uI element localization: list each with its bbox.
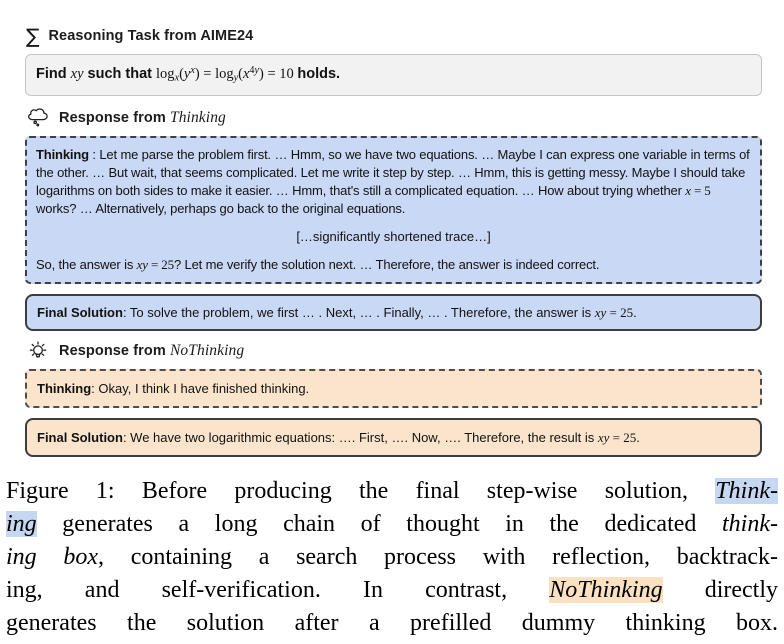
nothinking-model-name: NoThinking bbox=[169, 341, 245, 359]
caption-line: ing box, containing a search process with reflection, backtrack- bbox=[6, 543, 778, 570]
thinking-header-label bbox=[59, 109, 226, 127]
thought-cloud-icon bbox=[26, 106, 50, 130]
thinking-trace-box bbox=[25, 136, 762, 284]
nothinking-response-header bbox=[26, 339, 762, 363]
problem-statement: Find xy such that $\log x(y^x) = \log y(x^{4y}) = 10$ holds. bbox=[36, 65, 341, 84]
thinking-final-solution-box: Final Solution: To solve the problem, we first … . Next, … . Finally, … . Therefore, the answer is xy = 25. bbox=[25, 294, 762, 331]
task-title: Reasoning Task from AIME24 bbox=[48, 28, 254, 44]
nothinking-dummy-thinking-box: Thinking: Okay, I think I have finished thinking. bbox=[25, 369, 762, 408]
figure-caption bbox=[6, 475, 778, 640]
caption-line: generates the solution after a prefilled dummy thinking box. bbox=[6, 609, 778, 636]
nothinking-header-label bbox=[59, 342, 244, 360]
lightbulb-icon bbox=[26, 339, 50, 363]
response-from-text: Response from bbox=[59, 109, 170, 126]
nothinking-final-solution-box: Final Solution: We have two logarithmic equations: …. First, …. Now, …. Therefore, the result is xy = 25. bbox=[25, 418, 762, 457]
problem-box bbox=[25, 54, 762, 96]
caption-line: ing generates a long chain of thought in the dedicated think- bbox=[6, 510, 778, 537]
thinking-model-name: Thinking bbox=[169, 108, 226, 126]
thinking-trace-paragraph: Thinking : Let me parse the problem first. … Hmm, so we have two equations. … Maybe I can express one variable in terms of the other. … But wait, that seems complicated. Let me write it step by step. … Hmm, this is getting messy. Maybe I should take logarithms on both sides to make it easier. … Hmm, that's still a complicated equation. … How about trying whether x = 5 works? … Alternatively, perhaps go back to the original equations. bbox=[36, 146, 750, 216]
shortened-trace-note: […significantly shortened trace…] bbox=[296, 228, 491, 244]
thinking-response-header bbox=[26, 106, 762, 130]
caption-line: ing, and self-verification. In contrast, NoThinking directly bbox=[6, 576, 778, 603]
task-header bbox=[26, 24, 762, 48]
response-from-text: Response from bbox=[59, 342, 170, 359]
sigma-icon: ∑ bbox=[26, 24, 40, 48]
caption-line: Figure 1: Before producing the final step-wise solution, Think- bbox=[6, 477, 778, 504]
thinking-trace-conclusion: So, the answer is xy = 25? Let me verify the solution next. … Therefore, the answer is indeed correct. bbox=[36, 256, 600, 272]
